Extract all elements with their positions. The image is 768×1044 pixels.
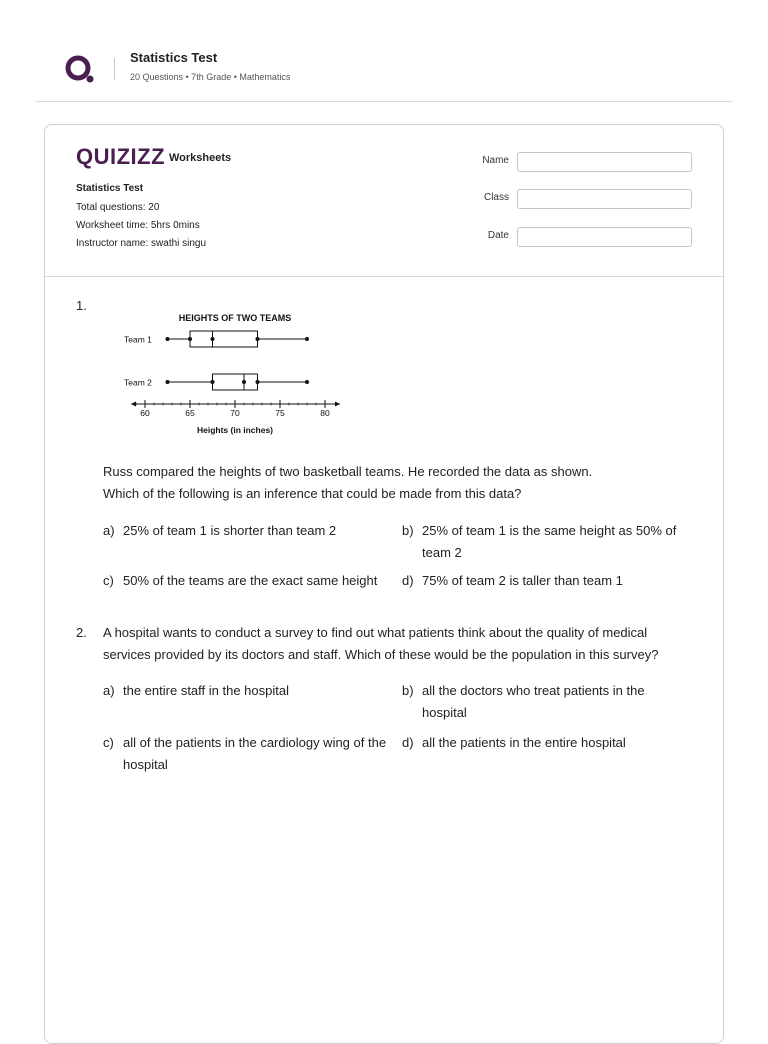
q1-option-d[interactable] [402,570,692,592]
q2-option-c[interactable] [103,732,399,776]
question-1-line-1: Russ compared the heights of two basketball teams. He recorded the data as shown. [103,464,593,479]
q1-option-b[interactable] [402,520,692,564]
five-number-point [188,337,192,341]
option-text: 25% of team 1 is shorter than team 2 [123,523,337,538]
worksheet-info [45,125,723,277]
chart-title: HEIGHTS OF TWO TEAMS [178,313,292,323]
option-text: 50% of the teams are the exact same height [123,573,378,588]
iqr-box [190,331,258,347]
option-letter: b) [402,523,414,538]
question-2-line-2: services provided by its doctors and staff. Which of these would be the population in this survey? [103,647,659,662]
x-tick-label: 60 [140,408,150,418]
header-divider [114,58,115,80]
question-1-text [103,461,703,505]
class-field[interactable] [517,189,692,209]
name-field[interactable] [517,152,692,172]
class-label: Class [483,192,509,203]
page-header [0,0,768,102]
x-tick-label: 70 [230,408,240,418]
option-text: all of the patients in the cardiology wing of the hospital [123,735,387,772]
option-letter: a) [103,523,115,538]
q2-option-d[interactable] [402,732,692,754]
x-axis-arrow-right [335,402,340,407]
worksheet-time: Worksheet time: 5hrs 0mins [76,220,200,231]
option-text: all the doctors who treat patients in the hospital [422,683,645,720]
x-tick-label: 75 [275,408,285,418]
x-tick-label: 80 [320,408,330,418]
option-letter: a) [103,683,115,698]
chart-x-label: Heights (in inches) [196,425,274,435]
five-number-point [256,337,260,341]
q2-option-b[interactable] [402,680,692,724]
box-plot-chart [115,306,355,438]
question-1-number: 1. [76,298,87,313]
five-number-point [256,380,260,384]
option-letter: c) [103,735,114,750]
x-tick-label: 65 [185,408,195,418]
five-number-point [211,380,215,384]
x-axis-arrow-left [131,402,136,407]
brand-logo: QUIZIZZ [76,144,166,169]
question-2-text [103,622,723,666]
option-letter: b) [402,683,414,698]
option-letter: d) [402,573,414,588]
date-field[interactable] [517,227,692,247]
iqr-box [213,374,258,390]
question-2-line-1: A hospital wants to conduct a survey to find out what patients think about the quality of medical [103,625,648,640]
q2-option-a[interactable] [103,680,393,702]
date-label: Date [487,230,509,241]
five-number-point [305,337,309,341]
option-text: 75% of team 2 is taller than team 1 [422,573,623,588]
name-label: Name [482,155,509,166]
worksheet-title: Statistics Test [76,183,144,194]
quizizz-logo-icon[interactable] [64,54,96,86]
five-number-point [242,380,246,384]
option-text: all the patients in the entire hospital [422,735,626,750]
q1-option-c[interactable] [103,570,393,592]
series-label: Team 1 [124,334,152,345]
five-number-point [166,337,170,341]
question-2-number: 2. [76,625,87,640]
page-subtitle: 20 Questions • 7th Grade • Mathematics [130,72,291,82]
page-title: Statistics Test [130,50,218,65]
instructor-name: Instructor name: swathi singu [76,238,207,249]
option-letter: d) [402,735,414,750]
five-number-point [166,380,170,384]
q1-option-a[interactable] [103,520,393,542]
five-number-point [305,380,309,384]
series-label: Team 2 [124,377,152,388]
option-letter: c) [103,573,114,588]
option-text: 25% of team 1 is the same height as 50% of team 2 [422,523,677,560]
header-rule [36,101,732,102]
question-1-line-2: Which of the following is an inference that could be made from this data? [103,486,522,501]
option-text: the entire staff in the hospital [123,683,289,698]
brand-suffix: Worksheets [169,152,232,164]
five-number-point [211,337,215,341]
total-questions: Total questions: 20 [76,202,160,213]
